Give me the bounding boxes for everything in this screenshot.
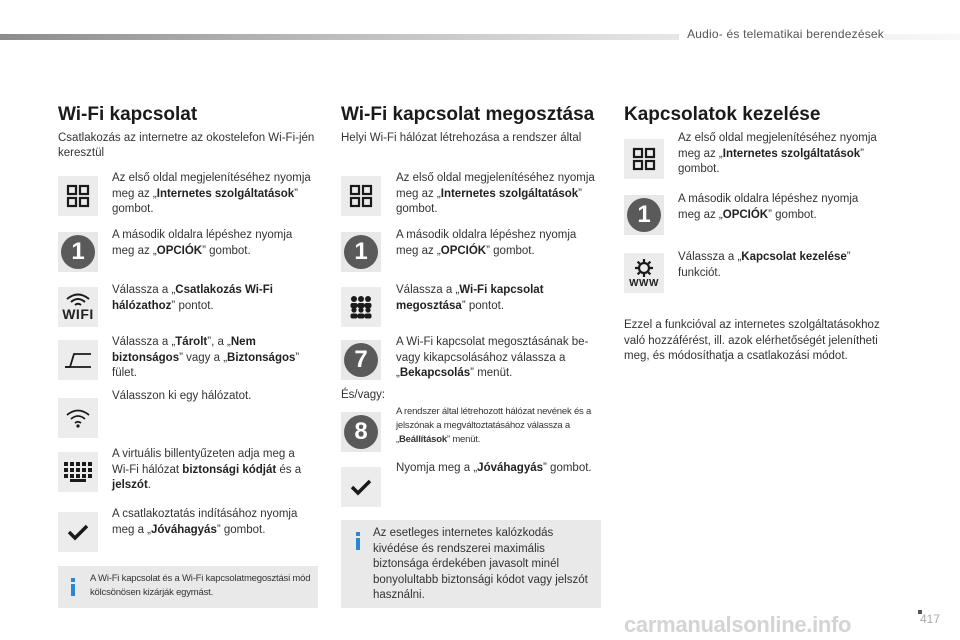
col2-step1-text: Az első oldal megjelenítéséhez nyomja meg az „Internetes szolgáltatások” gombot. bbox=[396, 172, 595, 215]
col2-step2-text: A második oldalra lépéshez nyomja meg az „OPCIÓK” gombot. bbox=[396, 229, 577, 257]
col1-step6-text: A virtuális billentyűzeten adja meg a Wi-Fi hálózat biztonsági kódját és a jelszót. bbox=[112, 448, 302, 491]
col2-title: Wi-Fi kapcsolat megosztása bbox=[341, 104, 595, 125]
col1-step3-text: Válassza a „Csatlakozás Wi-Fi hálózathoz” pontot. bbox=[112, 284, 273, 312]
col2-intro: Helyi Wi-Fi hálózat létrehozása a rendszer által bbox=[341, 132, 582, 144]
services-grid-icon bbox=[341, 176, 381, 216]
col2-step6-text: Nyomja meg a „Jóváhagyás” gombot. bbox=[396, 462, 592, 474]
tab-icon bbox=[58, 340, 98, 380]
col3-step3-text: Válassza a „Kapcsolat kezelése” funkciót. bbox=[678, 251, 851, 279]
col2-info-box bbox=[341, 520, 601, 608]
col3-paragraph: Ezzel a funkcióval az internetes szolgáltatásokhoz való hozzáférést, ill. azok elérhetőségét jelenítheti meg, és módosíthatja a csatlakozási módot. bbox=[624, 319, 880, 362]
col1-step4-text: Válassza a „Tárolt”, a „Nem biztonságos” vagy a „Biztonságos” fület. bbox=[112, 336, 300, 379]
step-number-1: 1 bbox=[58, 232, 98, 272]
col3-title: Kapcsolatok kezelése bbox=[624, 104, 821, 125]
watermark: carmanualsonline.info bbox=[624, 612, 852, 637]
checkmark-icon bbox=[341, 467, 381, 507]
col1-title: Wi-Fi kapcsolat bbox=[58, 104, 198, 125]
wifi-signal-icon bbox=[58, 398, 98, 438]
users-group-icon bbox=[341, 287, 381, 327]
keyboard-icon bbox=[58, 452, 98, 492]
page-number: 417 bbox=[919, 612, 940, 626]
checkmark-icon bbox=[58, 512, 98, 552]
col2-note-text: Az esetleges internetes kalózkodás kivédése és rendszerei maximális biztonsága érdekében javasolt minél bonyolultabb biztonsági kódot vagy jelszót használni. bbox=[373, 527, 588, 601]
col1-step2-text: A második oldalra lépéshez nyomja meg az „OPCIÓK” gombot. bbox=[112, 229, 293, 257]
web-settings-icon: WWW bbox=[624, 253, 664, 293]
col1-intro: Csatlakozás az internetre az okostelefon Wi-Fi-jén keresztül bbox=[58, 132, 315, 159]
services-grid-icon bbox=[58, 176, 98, 216]
col2-or-label: És/vagy: bbox=[341, 389, 386, 401]
col1-info-box bbox=[58, 566, 318, 608]
step-number-7: 7 bbox=[341, 340, 381, 380]
col1-step7-text: A csatlakoztatás indításához nyomja meg a „Jóváhagyás” gombot. bbox=[112, 508, 298, 536]
services-grid-icon bbox=[624, 139, 664, 179]
col1-step1-text: Az első oldal megjelenítéséhez nyomja meg az „Internetes szolgáltatások” gombot. bbox=[112, 172, 311, 215]
col1-note-text: A Wi-Fi kapcsolat és a Wi-Fi kapcsolatmegosztási mód kölcsönösen kizárják egymást. bbox=[90, 573, 311, 598]
section-title: Audio- és telematikai berendezések bbox=[679, 27, 884, 41]
col2-step4-text: A Wi-Fi kapcsolat megosztásának be- vagy kikapcsolásához válassza a „Bekapcsolás” menüt. bbox=[396, 336, 589, 379]
step-number-8: 8 bbox=[341, 412, 381, 452]
col3-step2-text: A második oldalra lépéshez nyomja meg az „OPCIÓK” gombot. bbox=[678, 193, 859, 221]
wifi-icon: WIFI bbox=[58, 287, 98, 327]
col2-step3-text: Válassza a „Wi-Fi kapcsolat megosztása” pontot. bbox=[396, 284, 544, 312]
col3-step1-text: Az első oldal megjelenítéséhez nyomja meg az „Internetes szolgáltatások” gombot. bbox=[678, 132, 877, 175]
col1-step5-text: Válasszon ki egy hálózatot. bbox=[112, 390, 252, 402]
col2-step5-text: A rendszer által létrehozott hálózat nevének és a jelszónak a megváltoztatásához válassza a „Beállítások” menüt. bbox=[396, 406, 592, 445]
step-number-1: 1 bbox=[341, 232, 381, 272]
step-number-1: 1 bbox=[624, 195, 664, 235]
